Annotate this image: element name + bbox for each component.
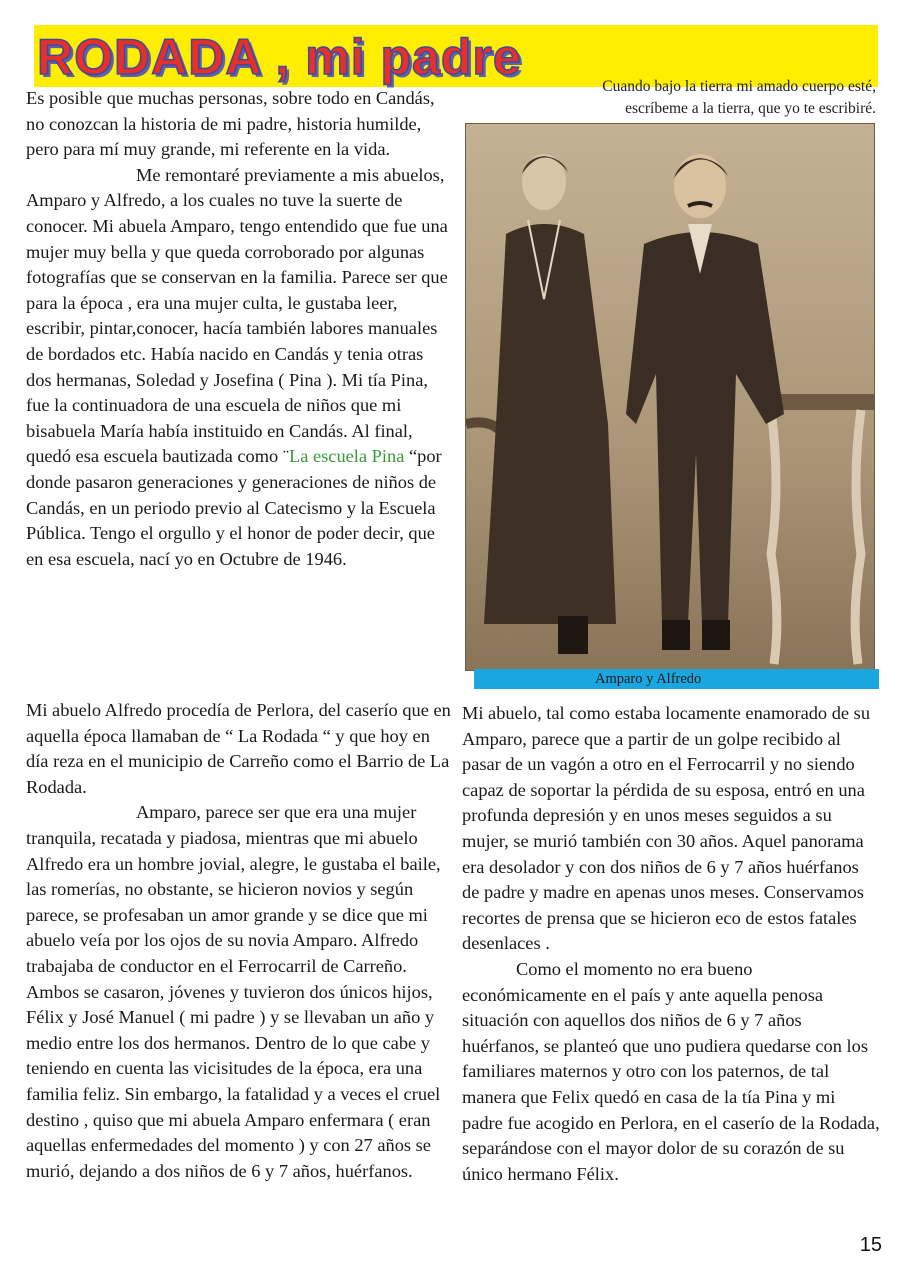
family-photo: [466, 124, 874, 670]
paragraph: [26, 163, 452, 573]
article-column-1: [26, 86, 452, 572]
paragraph: Amparo, parece ser que era una mujer tranquila, recatada y piadosa, mientras que mi abuelo Alfredo era un hombre jovial, alegre, le gustaba el baile, las romerías, no obstante, se hicieron novios y según parece, se profesaban un amor grande y se dice que mi abuelo veía por los ojos de su novia Amparo. Alfredo trabajaba de conductor en el Ferrocarril de Carreño.: [26, 802, 441, 976]
paragraph: Mi abuelo, tal como estaba locamente enamorado de su Amparo, parece que a partir de un golpe recibido al pasar de un vagón a otro en el Ferrocarril y no siendo capaz de soportar la pérdida de su esposa, entró en una profunda depresión y en unos meses seguidos a su mujer, se murió también con 30 años. Aquel panorama era desolador y con dos niños de 6 y 7 años huérfanos de padre y madre en apenas unos meses. Conservamos recortes de prensa que se hicieron eco de estos fatales desenlaces .: [462, 703, 871, 954]
article-column-3: [462, 701, 880, 1187]
paragraph-text: Me remontaré previamente a mis abuelos, Amparo y Alfredo, a los cuales no tuve la suerte de conocer. Mi abuela Amparo, tengo entendido que fue una mujer muy bella y que queda corroborado por algunas fotografías que se conservan en la familia. Parece ser que para la época , era una mujer culta, le gustaba leer, escribir, pintar,conocer, hacía también labores manuales de bordados etc. Había nacido en Candás y tenia otras dos hermanas, Soledad y Josefina ( Pina ). Mi tía Pina, fue la continuadora de una escuela de niños que mi bisabuela María había instituido en Candás. Al final, quedó esa escuela bautizada como ¨: [26, 164, 448, 467]
page-number: 15: [859, 1234, 882, 1256]
paragraph: Ambos se casaron, jóvenes y tuvieron dos únicos hijos, Félix y José Manuel ( mi padre ) y se llevaban un año y medio entre los dos hermanos. Dentro de lo que cabe y teniendo en cuenta las vicisitudes de la época, era una familia feliz. Sin embargo, la fatalidad y a veces el cruel destino , quiso que mi abuela Amparo enfermara ( eran aquellas enfermedades del momento ) y con 27 años se murió, dejando a dos niños de 6 y 7 años, huérfanos.: [26, 981, 441, 1181]
photo-illustration: [466, 124, 874, 670]
paragraph: Como el momento no era bueno económicamente en el país y ante aquella penosa situación con aquellos dos niños de 6 y 7 años huérfanos, se planteó que uno pudiera quedarse con los familiares maternos y otro con los paternos, de tal manera que Felix quedó en casa de la tía Pina y mi padre fue acogido en Perlora, en el caserío de la Rodada, separándose con el mayor dolor de su corazón de su único hermano Félix.: [462, 958, 880, 1184]
page-title: RODADA , mi padre: [37, 29, 522, 85]
epigraph-line-2: escríbeme a la tierra, que yo te escribiré.: [625, 100, 876, 117]
paragraph-text: “por donde pasaron generaciones y generaciones de niños de Candás, en un periodo previo al Catecismo y la Escuela Pública. Tengo el orgullo y el honor de poder decir, que en esa escuela, nací yo en Octubre de 1946.: [26, 446, 442, 569]
paragraph: Mi abuelo Alfredo procedía de Perlora, del caserío que en aquella época llamaban de “ La Rodada “ y que hoy en día reza en el municipio de Carreño como el Barrio de La Rodada.: [26, 700, 451, 797]
article-column-2: [26, 698, 452, 1184]
paragraph: Es posible que muchas personas, sobre todo en Candás, no conozcan la historia de mi padre, historia humilde, pero para mí muy grande, mi referente en la vida.: [26, 88, 435, 160]
epigraph: [496, 76, 876, 120]
epigraph-line-1: Cuando bajo la tierra mi amado cuerpo esté,: [602, 78, 876, 95]
school-name-highlight: La escuela Pina: [288, 446, 405, 467]
photo-caption: Amparo y Alfredo: [595, 671, 702, 687]
